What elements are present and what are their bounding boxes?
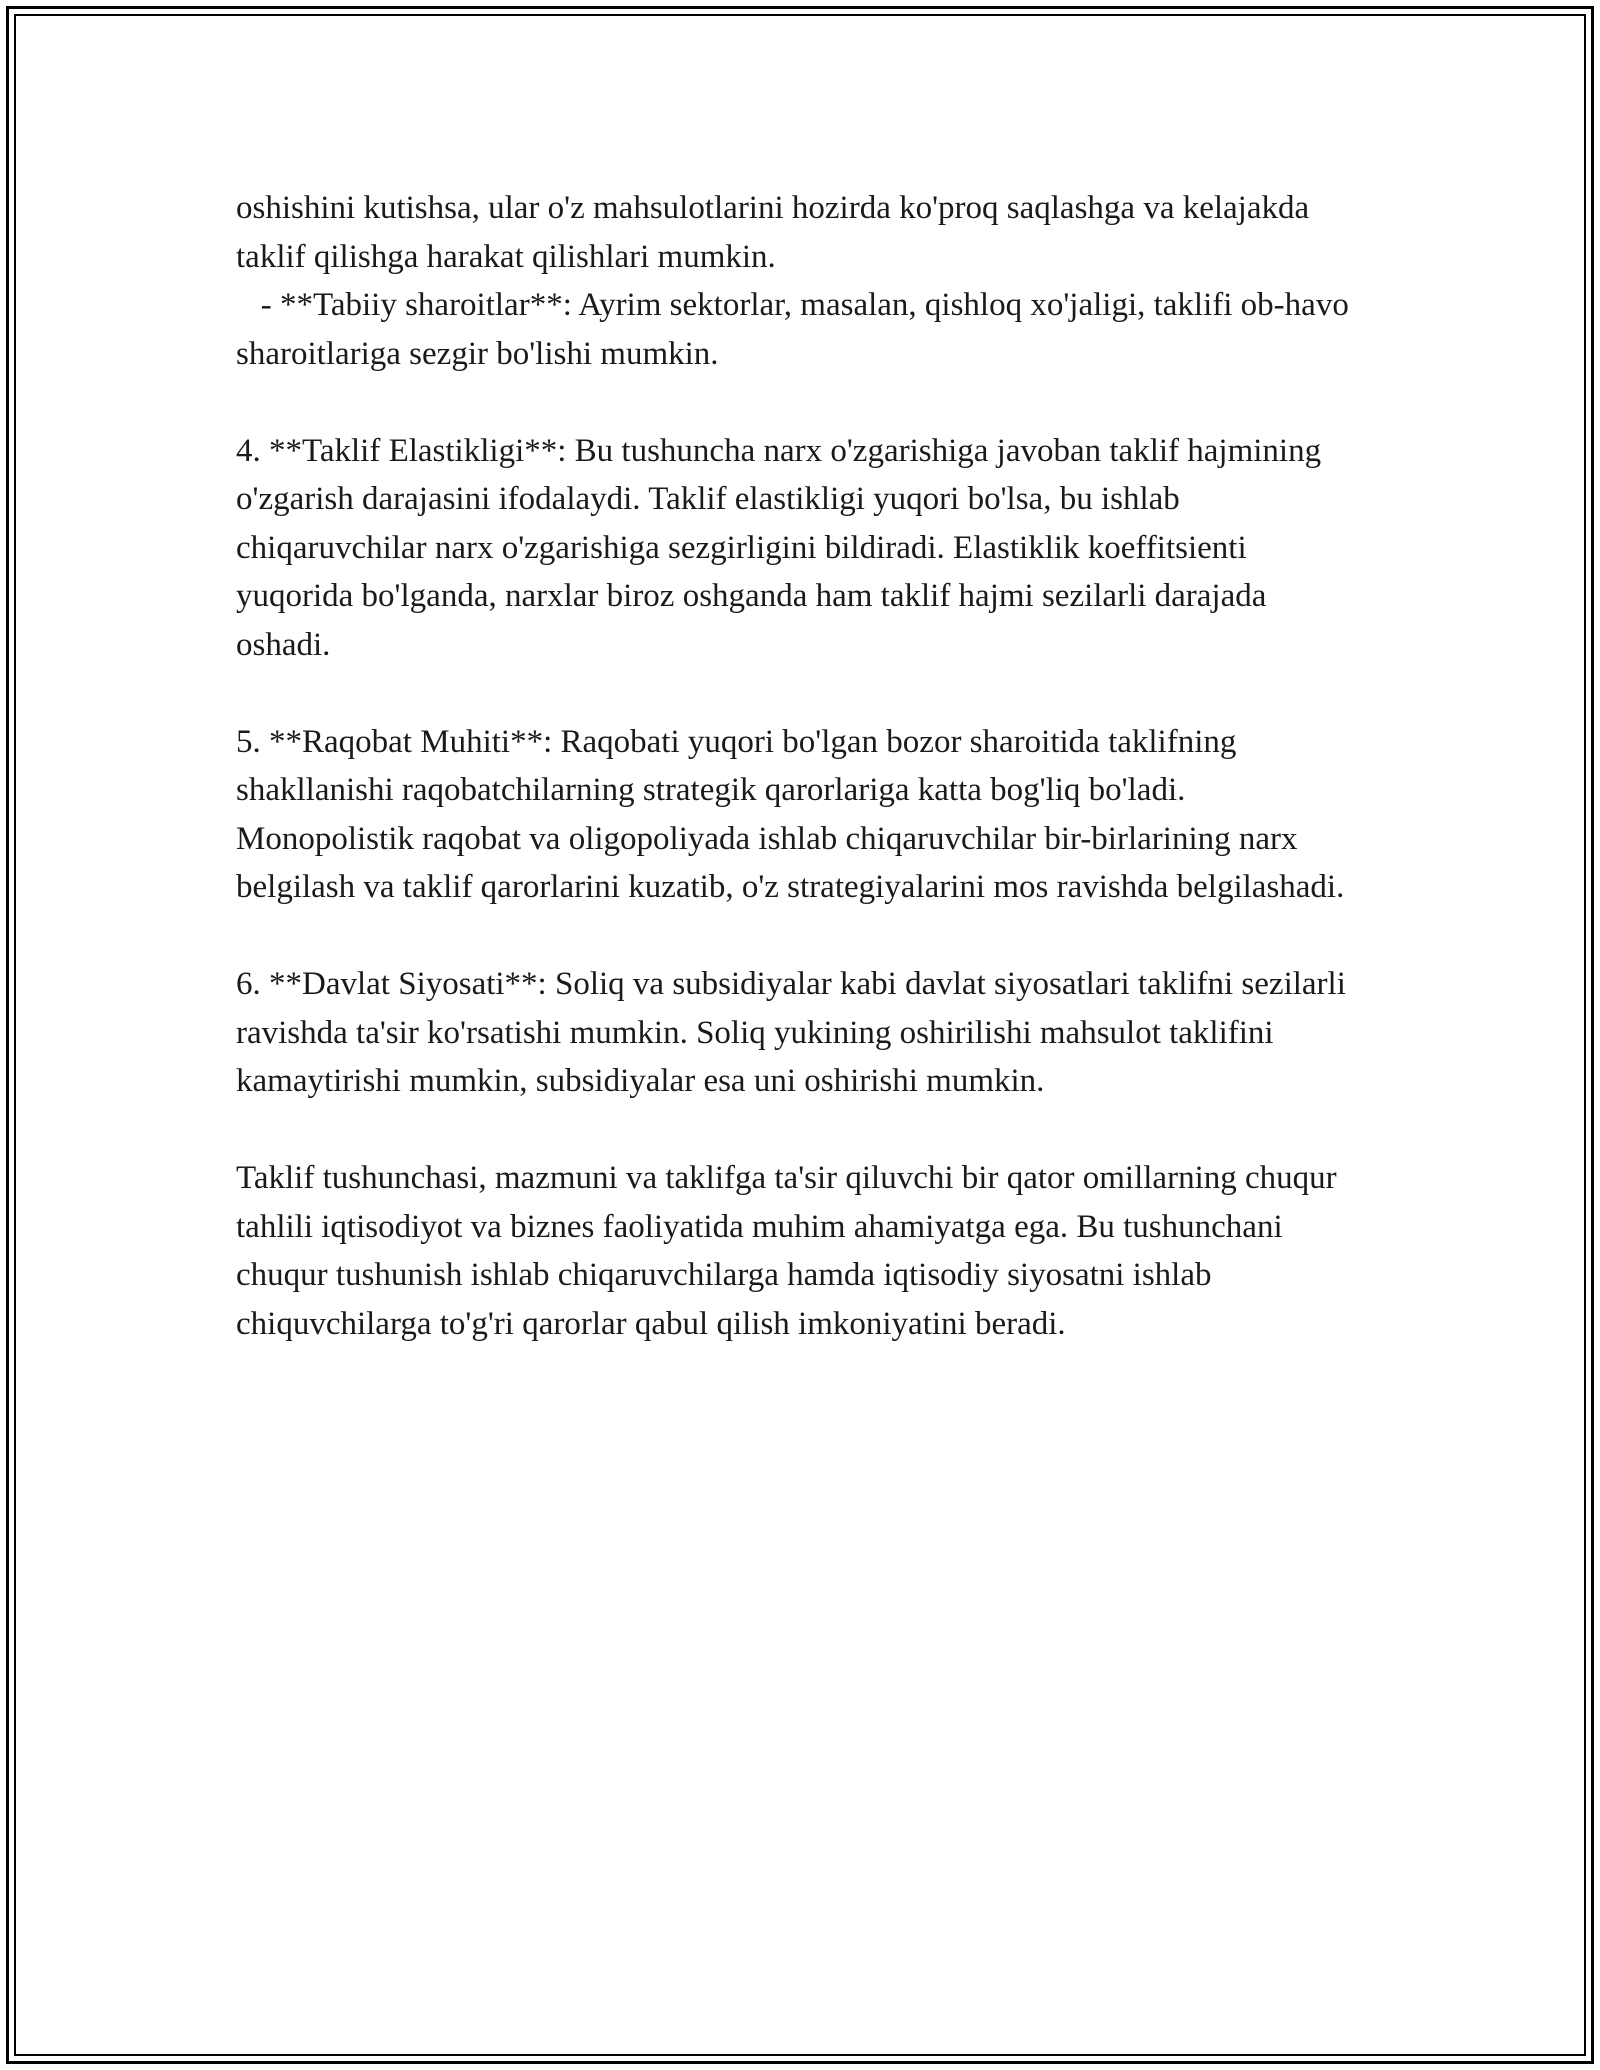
paragraph-taklif-elastikligi: 4. **Taklif Elastikligi**: Bu tushuncha narx o'zgarishiga javoban taklif hajmining o'zgarish darajasini ifodalaydi. Taklif elastikligi yuqori bo'lsa, bu ishlab chiqaruvchilar narx o'zgarishiga sezgirligini bildiradi. Elastiklik koeffitsienti yuqorida bo'lganda, narxlar biroz oshganda ham taklif hajmi sezilarli darajada oshadi. — [236, 432, 1330, 663]
paragraph-continuation: oshishini kutishsa, ular o'z mahsulotlarini hozirda ko'proq saqlashga va kelajakda taklif qilishga harakat qilishlari mumkin. — [236, 190, 1318, 275]
paragraph-tabiiy-sharoitlar: - **Tabiiy sharoitlar**: Ayrim sektorlar, masalan, qishloq xo'jaligi, taklifi ob-havo sharoitlariga sezgir bo'lishi mumkin. — [236, 287, 1358, 372]
paragraph-davlat-siyosati: 6. **Davlat Siyosati**: Soliq va subsidiyalar kabi davlat siyosatlari taklifni sezilarli ravishda ta'sir ko'rsatishi mumkin. Soliq yukining oshirilishi mahsulot taklifini kamaytirishi mumkin, subsidiyalar esa uni oshirishi mumkin. — [236, 966, 1355, 1099]
paragraph-raqobat-muhiti: 5. **Raqobat Muhiti**: Raqobati yuqori bo'lgan bozor sharoitida taklifning shakllanishi raqobatchilarning strategik qarorlariga katta bog'liq bo'ladi. Monopolistik raqobat va oligopoliyada ishlab chiqaruvchilar bir-birlarining narx belgilash va taklif qarorlarini kuzatib, o'z strategiyalarini mos ravishda belgilashadi. — [236, 723, 1345, 905]
document-body — [236, 184, 1366, 1348]
paragraph-conclusion: Taklif tushunchasi, mazmuni va taklifga ta'sir qiluvchi bir qator omillarning chuqur tahlili iqtisodiyot va biznes faoliyatida muhim ahamiyatga ega. Bu tushunchani chuqur tushunish ishlab chiqaruvchilarga hamda iqtisodiy siyosatni ishlab chiquvchilarga to'g'ri qarorlar qabul qilish imkoniyatini beradi. — [236, 1160, 1345, 1342]
